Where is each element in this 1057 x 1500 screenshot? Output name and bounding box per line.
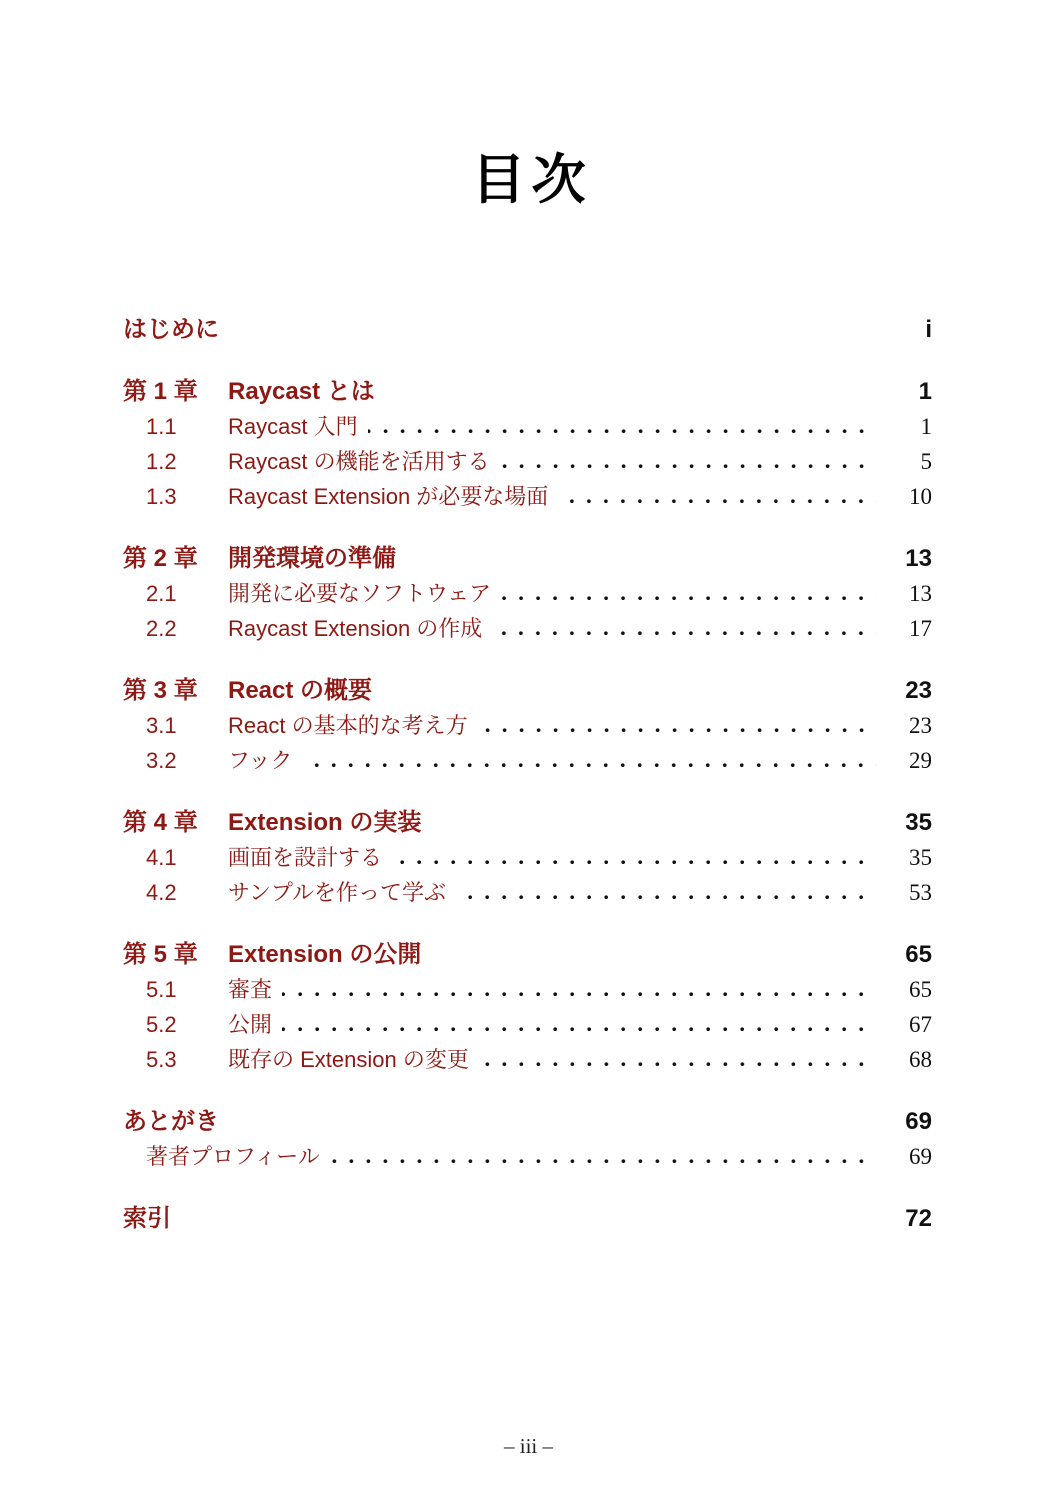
- chapter-title: 開発環境の準備: [228, 545, 396, 572]
- chapter-number: 第 5 章: [123, 941, 198, 968]
- toc-section-entry[interactable]: [123, 978, 932, 1002]
- section-number: 4.1: [146, 845, 177, 870]
- section-title: 著者プロフィール: [146, 1144, 320, 1169]
- section-title: React の基本的な考え方: [228, 713, 468, 738]
- page-title: 目次: [471, 150, 592, 210]
- toc-block: [123, 811, 932, 905]
- heading-label: はじめに: [123, 316, 219, 343]
- leader-dots: [501, 596, 876, 601]
- toc-block: [123, 318, 932, 342]
- leader-dots: [392, 860, 876, 865]
- toc-section-entry[interactable]: [123, 485, 932, 509]
- page-number: 69: [905, 1108, 932, 1135]
- toc-block: [123, 547, 932, 641]
- page-number: 35: [909, 845, 932, 870]
- section-number: 4.2: [146, 880, 177, 905]
- toc-section-entry[interactable]: [123, 617, 932, 641]
- toc-block: [123, 1110, 932, 1169]
- leader-dots: [302, 763, 876, 768]
- page-number: 23: [905, 677, 932, 704]
- section-title: 公開: [228, 1012, 273, 1037]
- chapter-title: React の概要: [228, 677, 373, 704]
- page-number: 1: [920, 414, 932, 439]
- page-footer: – iii –: [503, 1434, 553, 1458]
- section-number: 3.1: [146, 713, 177, 738]
- toc-chapter-entry[interactable]: [123, 811, 932, 835]
- page-number: 17: [909, 616, 932, 641]
- page-number: 69: [909, 1144, 932, 1169]
- chapter-title: Extension の公開: [228, 941, 422, 968]
- toc-chapter-entry[interactable]: [123, 380, 932, 404]
- section-title: 審査: [228, 977, 273, 1002]
- page-number: 10: [909, 484, 932, 509]
- section-number: 3.2: [146, 748, 177, 773]
- section-number: 1.3: [146, 484, 177, 509]
- chapter-number: 第 4 章: [123, 809, 198, 836]
- section-title: 開発に必要なソフトウェア: [228, 581, 492, 606]
- section-title: Raycast Extension が必要な場面: [228, 484, 549, 509]
- toc-block: [123, 380, 932, 509]
- chapter-number: 第 1 章: [123, 378, 198, 405]
- heading-label: 索引: [123, 1205, 171, 1232]
- section-number: 1.1: [146, 414, 177, 439]
- section-title: Raycast 入門: [228, 414, 358, 439]
- page-number: i: [925, 316, 932, 343]
- page-number: 67: [909, 1012, 932, 1037]
- toc-block: [123, 679, 932, 773]
- section-number: 1.2: [146, 449, 177, 474]
- section-title: 画面を設計する: [228, 845, 383, 870]
- section-number: 2.1: [146, 581, 177, 606]
- toc-section-entry[interactable]: [123, 1013, 932, 1037]
- section-title: フック: [228, 748, 293, 773]
- chapter-title: Extension の実装: [228, 809, 422, 836]
- toc-section-entry[interactable]: [123, 714, 932, 738]
- section-title: 既存の Extension の変更: [228, 1047, 469, 1072]
- toc-section-entry[interactable]: [123, 1145, 932, 1169]
- page-number: 35: [905, 809, 932, 836]
- chapter-title: Raycast とは: [228, 378, 375, 405]
- toc-chapter-entry[interactable]: [123, 679, 932, 703]
- section-title: Raycast Extension の作成: [228, 616, 483, 641]
- page-number: 65: [909, 977, 932, 1002]
- toc-heading-entry[interactable]: [123, 1207, 932, 1231]
- section-title: Raycast の機能を活用する: [228, 449, 490, 474]
- toc-section-entry[interactable]: [123, 749, 932, 773]
- page-number: 53: [909, 880, 932, 905]
- page-number: 13: [909, 581, 932, 606]
- section-number: 5.1: [146, 977, 177, 1002]
- toc-chapter-entry[interactable]: [123, 547, 932, 571]
- leader-dots: [330, 1159, 876, 1164]
- toc-section-entry[interactable]: [123, 582, 932, 606]
- toc-block: [123, 943, 932, 1072]
- leader-dots: [500, 464, 876, 469]
- page-number: 65: [905, 941, 932, 968]
- leader-dots: [282, 1027, 876, 1032]
- leader-dots: [456, 895, 876, 900]
- leader-dots: [282, 992, 876, 997]
- page-number: 23: [909, 713, 932, 738]
- section-number: 2.2: [146, 616, 177, 641]
- section-title: サンプルを作って学ぶ: [228, 880, 447, 905]
- leader-dots: [479, 1062, 876, 1067]
- leader-dots: [478, 728, 876, 733]
- section-number: 5.2: [146, 1012, 177, 1037]
- toc-section-entry[interactable]: [123, 1048, 932, 1072]
- section-number: 5.3: [146, 1047, 177, 1072]
- toc-chapter-entry[interactable]: [123, 943, 932, 967]
- toc-section-entry[interactable]: [123, 415, 932, 439]
- toc-block: [123, 1207, 932, 1231]
- chapter-number: 第 2 章: [123, 545, 198, 572]
- leader-dots: [368, 429, 876, 434]
- toc-heading-entry[interactable]: [123, 318, 932, 342]
- toc-heading-entry[interactable]: [123, 1110, 932, 1134]
- heading-label: あとがき: [123, 1108, 219, 1135]
- toc-list: [123, 318, 932, 1231]
- leader-dots: [492, 631, 876, 636]
- page-number: 5: [920, 449, 932, 474]
- toc-section-entry[interactable]: [123, 881, 932, 905]
- page-number: 1: [918, 378, 932, 405]
- page-number: 72: [905, 1205, 932, 1232]
- toc-section-entry[interactable]: [123, 450, 932, 474]
- toc-section-entry[interactable]: [123, 846, 932, 870]
- leader-dots: [558, 499, 876, 504]
- chapter-number: 第 3 章: [123, 677, 198, 704]
- page-number: 13: [905, 545, 932, 572]
- page-number: 29: [909, 748, 932, 773]
- page-number: 68: [909, 1047, 932, 1072]
